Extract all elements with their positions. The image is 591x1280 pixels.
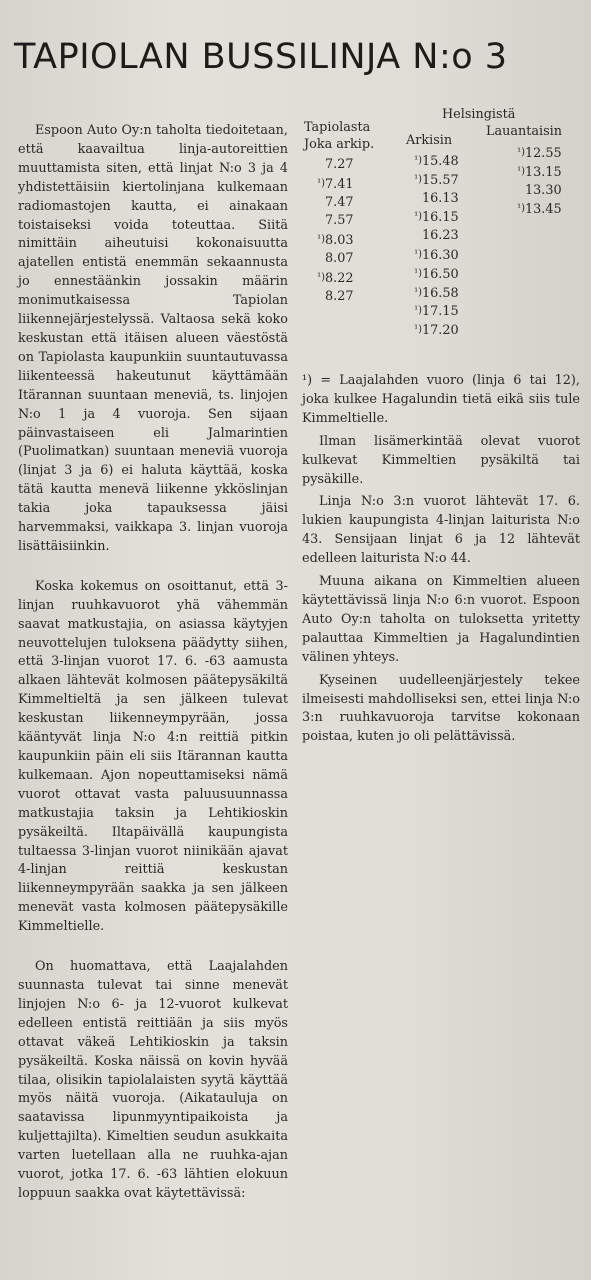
departure-time: 16.50 [422, 266, 459, 282]
timetable-column-tapiolasta [310, 156, 390, 306]
timetable-row [310, 212, 390, 231]
departure-time: 7.47 [325, 194, 354, 210]
timetable-row [310, 175, 390, 194]
timetable-header-helsingista: Helsingistä [442, 107, 516, 122]
departure-time: 8.07 [325, 250, 354, 266]
timetable-row [407, 208, 487, 227]
departure-time: 16.13 [422, 190, 459, 206]
timetable-header-tapiolasta: Tapiolasta [304, 120, 371, 135]
timetable-header-joka-arkip: Joka arkip. [304, 137, 375, 152]
departure-time: 12.55 [525, 146, 562, 161]
timetable-row [510, 144, 590, 163]
departure-time: 7.41 [325, 176, 354, 192]
timetable-row [510, 200, 590, 219]
timetable-row [407, 246, 487, 265]
footnote-marker: ¹) [317, 271, 325, 283]
footnote-marker: ¹) [317, 234, 325, 246]
departure-time: 8.03 [325, 233, 354, 249]
departure-time: 8.27 [325, 288, 354, 304]
timetable-row [310, 194, 390, 213]
article-title: TAPIOLAN BUSSILINJA N:o 3 [14, 37, 508, 78]
footnote-marker: ¹) [414, 248, 422, 260]
timetable-row [407, 284, 487, 303]
footnote: ¹) = Laajalahden vuoro (linja 6 tai 12), joka kulkee Hagalundin tietä eikä siis tule Kimmeltielle. [302, 373, 580, 426]
timetable-row [510, 163, 590, 182]
footnote-marker: ¹) [414, 305, 422, 317]
departure-time: 15.57 [422, 172, 459, 188]
footnote-marker: ¹) [517, 203, 525, 215]
timetable-row [510, 182, 590, 201]
timetable-row [407, 321, 487, 340]
timetable-row [407, 171, 487, 190]
departure-time: 8.22 [325, 270, 354, 286]
departure-time: 16.30 [422, 247, 459, 263]
timetable-row [407, 152, 487, 171]
left-column [18, 122, 288, 1204]
departure-time: 15.48 [422, 154, 459, 169]
paragraph-kyseinen: Kyseinen uudelleenjärjestely tekee ilmeisesti mahdolliseksi sen, ettei linja N:o 3:n ruuhkavuoroja tarvitse kokonaan poistaa, kuten jo oli pelättävissä. [302, 672, 580, 745]
footnote-marker: ¹) [414, 324, 422, 336]
timetable-row [310, 156, 390, 175]
departure-time: 16.23 [422, 228, 459, 244]
timetable-row [407, 190, 487, 209]
paragraph-ilman: Ilman lisämerkintää olevat vuorot kulkevat Kimmeltien pysäkiltä tai pysäkille. [302, 433, 580, 487]
paragraph-muuna: Muuna aikana on Kimmeltien alueen käytettävissä linja N:o 6:n vuorot. Espoon Auto Oy:n taholta on tuloksetta yritetty palauttaa Kimmeltien ja Hagalundintien välinen yhteys. [302, 574, 580, 665]
timetable-row [407, 302, 487, 321]
paragraph-note: On huomattava, että Laajalahden suunnasta tulevat tai sinne menevät linjojen N:o 6- ja 12-vuorot kulkevat edelleen entistä reittiään ja siis myös ottavat väkeä Lehtikioskin ja taksin pysäkeiltä. Koska näissä on kovin hyvää tilaa, olisikin tapiolalaisten syytä käyttää myös näitä vuoroja. (Aikatauluja on saatavissa lipunmyyntipaikoista ja kuljettajilta). Kimeltien seudun asukkaita varten luetellaan alla ne ruuhka-ajan vuorot, jotka 17. 6. -63 lähtien elokuun loppuun saakka ovat käytettävissä: [18, 959, 288, 1201]
footnote-marker: ¹) [517, 165, 525, 177]
paragraph-linja: Linja N:o 3:n vuorot lähtevät 17. 6. lukien kaupungista 4-linjan laiturista N:o 43. Sensijaan linjat 6 ja 12 lähtevät edelleen laiturista N:o 44. [302, 494, 580, 567]
departure-time: 13.30 [525, 182, 562, 198]
paragraph-experience: Koska kokemus on osoittanut, että 3-linjan ruuhkavuorot yhä vähemmän saavat matkustajia, on asiassa käytyjen neuvottelujen tuloksena päädytty siihen, että 3-linjan vuorot 17. 6. -63 aamusta alkaen lähtevät kolmosen päätepysäkiltä Kimmeltieltä ja sen jälkeen tulevat keskustan liikenneympyrään, jossa kääntyvät linja N:o 4:n reittiä pitkin kaupunkiin päin eli siis Itärannan kautta kulkemaan. Ajon nopeuttamiseksi nämä vuorot ottavat vasta paluusuunnassa matkustajia taksin ja Lehtikioskin pysäkeiltä. Iltapäivällä kaupungista tultaessa 3-linjan vuorot niinikään ajavat 4-linjan reittiä keskustan liikenneympyrään saakka ja sen jälkeen menevät vasta kolmosen päätepysäkille Kimmeltielle. [18, 578, 288, 935]
timetable-row [310, 288, 390, 307]
timetable-column-lauantaisin [510, 144, 590, 219]
timetable-column-arkisin [407, 152, 487, 340]
departure-time: 13.15 [525, 164, 562, 180]
timetable-row [407, 265, 487, 284]
timetable [302, 104, 580, 366]
timetable-row [310, 231, 390, 250]
footnote-marker: ¹) [517, 147, 525, 158]
timetable-row [407, 227, 487, 246]
footnote-marker: ¹) [414, 286, 422, 298]
right-column [302, 104, 580, 747]
departure-time: 13.45 [525, 202, 562, 218]
departure-time: 16.15 [422, 210, 459, 226]
footnote-marker: ¹) [414, 267, 422, 279]
departure-time: 17.15 [422, 304, 459, 320]
footnote-marker: ¹) [317, 177, 325, 189]
departure-time: 7.27 [325, 157, 354, 172]
departure-time: 16.58 [422, 285, 459, 301]
departure-time: 7.57 [325, 213, 354, 229]
footnote-marker: ¹) [414, 173, 422, 185]
timetable-row [310, 269, 390, 288]
paragraph-intro: Espoon Auto Oy:n taholta tiedoitetaan, että kaavailtua linja-autoreittien muuttamista siten, että linjat N:o 3 ja 4 yhdistettäisiin kiertolinjana kulkemaan radiomastojen kautta, ei ainakaan toistaiseksi voida toteuttaa. Siitä nimittäin aiheutuisi kokonaisuutta ajatellen entistä enemmän sekaannusta jo ennestäänkin jossakin määrin monimutkaisessa Tapiolan liikennejärjestelyssä. Valtaosa sekä koko keskustan että itäisen alueen väestöstä on Tapiolasta kaupunkiin suuntautuvassa liikenteessä hakeutunut käyttämään Itärannan suuntaan meneviä, ts. linjojen N:o 1 ja 4 vuoroja. Sen sijaan päinvastaiseen eli Jalmarintien (Puolimatkan) suuntaan meneviä vuoroja (linjat 3 ja 6) ei haluta käyttää, koska tätä kautta menevä liikenne ykköslinjan takia joka tapauksessa jäisi harvemmaksi, vaikkapa 3. linjan vuoroja lisättäisiinkin. [18, 123, 288, 554]
timetable-header-arkisin: Arkisin [406, 133, 453, 148]
timetable-row [310, 250, 390, 269]
footnote-marker: ¹) [414, 211, 422, 223]
footnote-marker: ¹) [414, 155, 422, 166]
departure-time: 17.20 [422, 323, 459, 339]
timetable-header-lauantaisin: Lauantaisin [486, 124, 563, 139]
